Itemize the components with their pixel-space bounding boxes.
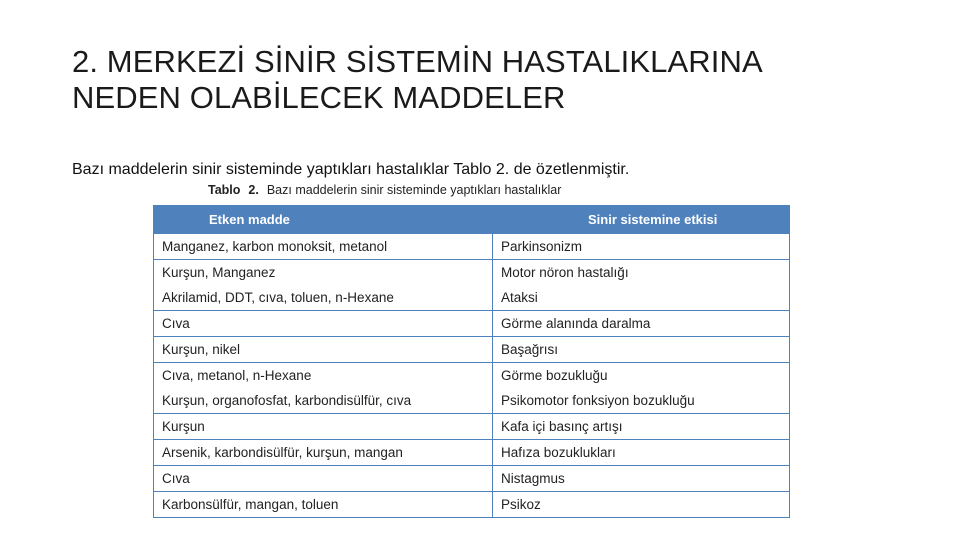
cell-substance: Manganez, karbon monoksit, metanol	[154, 234, 493, 260]
cell-substance: Akrilamid, DDT, cıva, toluen, n-Hexane	[154, 285, 493, 311]
cell-effect: Başağrısı	[493, 337, 790, 363]
cell-effect: Nistagmus	[493, 466, 790, 492]
cell-effect: Görme alanında daralma	[493, 311, 790, 337]
cell-substance: Kurşun, nikel	[154, 337, 493, 363]
table-caption-number: 2.	[248, 183, 259, 197]
slide-title	[72, 44, 932, 116]
table-header-row	[154, 206, 790, 234]
table-row	[154, 311, 790, 337]
cell-effect: Psikomotor fonksiyon bozukluğu	[493, 388, 790, 414]
table-row	[154, 492, 790, 518]
table-row	[154, 285, 790, 311]
cell-substance: Cıva	[154, 466, 493, 492]
table-row	[154, 337, 790, 363]
cell-effect: Hafıza bozuklukları	[493, 440, 790, 466]
cell-effect: Görme bozukluğu	[493, 363, 790, 389]
table-row	[154, 234, 790, 260]
slide-title-line-1: 2. MERKEZİ SİNİR SİSTEMİN HASTALIKLARINA	[72, 44, 763, 79]
table-caption-text: Bazı maddelerin sinir sisteminde yaptıkları hastalıklar	[266, 183, 562, 197]
intro-text: Bazı maddelerin sinir sisteminde yaptıkları hastalıklar Tablo 2. de özetlenmiştir.	[72, 161, 630, 178]
table-row	[154, 260, 790, 286]
slide-title-line-2: NEDEN OLABİLECEK MADDELER	[72, 80, 566, 115]
header-sinir-sistemine-etkisi: Sinir sistemine etkisi	[493, 206, 790, 234]
cell-substance: Cıva	[154, 311, 493, 337]
cell-substance: Kurşun, organofosfat, karbondisülfür, cıva	[154, 388, 493, 414]
cell-effect: Parkinsonizm	[493, 234, 790, 260]
substances-table	[153, 205, 790, 518]
cell-substance: Cıva, metanol, n-Hexane	[154, 363, 493, 389]
header-etken-madde: Etken madde	[154, 206, 493, 234]
cell-substance: Karbonsülfür, mangan, toluen	[154, 492, 493, 518]
table-row	[154, 363, 790, 389]
table-row	[154, 466, 790, 492]
table-row	[154, 388, 790, 414]
cell-substance: Kurşun	[154, 414, 493, 440]
cell-effect: Motor nöron hastalığı	[493, 260, 790, 286]
cell-effect: Psikoz	[493, 492, 790, 518]
table-row	[154, 440, 790, 466]
cell-substance: Arsenik, karbondisülfür, kurşun, mangan	[154, 440, 493, 466]
cell-substance: Kurşun, Manganez	[154, 260, 493, 286]
cell-effect: Kafa içi basınç artışı	[493, 414, 790, 440]
table-row	[154, 414, 790, 440]
table-caption-label: Tablo	[208, 183, 241, 197]
cell-effect: Ataksi	[493, 285, 790, 311]
table-caption	[208, 182, 561, 198]
